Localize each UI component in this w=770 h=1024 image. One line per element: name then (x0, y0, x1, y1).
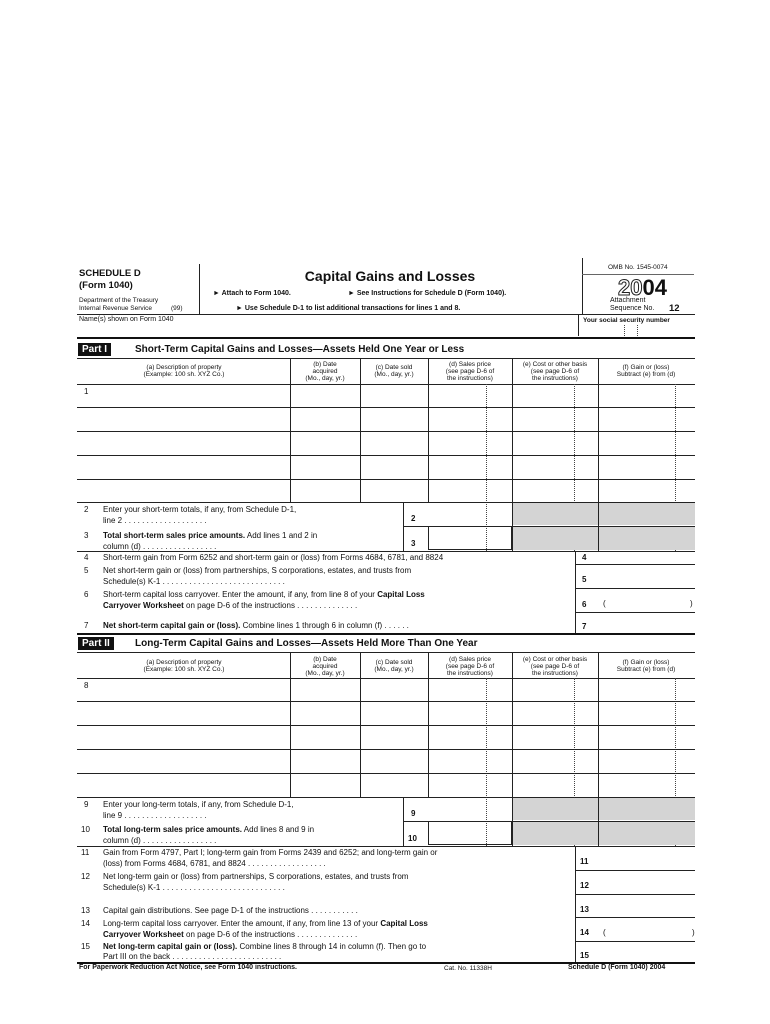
line-7-field[interactable] (599, 613, 695, 632)
col-c-header: (c) Date sold (Mo., day, yr.) (374, 364, 414, 378)
ssn-label: Your social security number (583, 317, 670, 324)
line-10-box-label: 10 (408, 834, 417, 843)
line-7-text: Net short-term capital gain or (loss). Combine lines 1 through 6 in column (f) . . . . . . (103, 621, 409, 630)
part2-title: Long-Term Capital Gains and Losses—Assets Held More Than One Year (135, 638, 478, 649)
line-4-number: 4 (84, 553, 89, 562)
line-8-entry-rows[interactable] (78, 690, 288, 795)
use-d1-note: ► Use Schedule D-1 to list additional transactions for lines 1 and 8. (236, 305, 461, 312)
line-3-box-label: 3 (411, 539, 416, 548)
line-12-text-b: Schedule(s) K-1 . . . . . . . . . . . . . . . . . . . . . . . . . . . . (103, 883, 285, 892)
col-e-header-2: (e) Cost or other basis (see page D-6 of the instructions) (522, 656, 588, 677)
line-4-box-label: 4 (582, 553, 587, 562)
line-2-number: 2 (84, 505, 89, 514)
line-14-paren-close: ) (692, 928, 695, 937)
line-7-number: 7 (84, 621, 89, 630)
line-12-field[interactable] (599, 871, 695, 893)
col-d-header-2: (d) Sales price (see page D-6 of the instructions) (445, 656, 495, 677)
col-a-header-2: (a) Description of property (Example: 100 sh. XYZ Co.) (143, 659, 225, 673)
sequence-number: 12 (669, 303, 680, 314)
catalog-number: Cat. No. 11338H (444, 965, 492, 972)
line-1-number: 1 (84, 387, 89, 396)
attachment-label: Attachment (610, 297, 646, 304)
line-10-sales-field[interactable] (428, 821, 512, 845)
line-11-number: 11 (81, 848, 90, 857)
line-14-text-b: Carryover Worksheet on page D-6 of the instructions . . . . . . . . . . . . . . (103, 930, 358, 939)
form-title: Capital Gains and Losses (304, 268, 476, 284)
line-2-box-label: 2 (411, 514, 416, 523)
line-14-paren-open: ( (603, 928, 606, 937)
names-label: Name(s) shown on Form 1040 (79, 316, 174, 323)
line-10-shade-f (599, 822, 695, 845)
col-f-header-2: (f) Gain or (loss) Subtract (e) from (d) (616, 659, 676, 673)
line-9-text-b: line 9 . . . . . . . . . . . . . . . . . . . (103, 811, 207, 820)
footer-form-id: Schedule D (Form 1040) 2004 (568, 964, 666, 971)
line-13-field[interactable] (599, 895, 695, 916)
tax-year-prefix: 20 (618, 275, 643, 300)
dept-code: (99) (171, 305, 183, 312)
line-3-text: Total short-term sales price amounts. Add lines 1 and 2 in (103, 531, 318, 540)
line-3-shade-f (599, 527, 695, 550)
line-3-sales-field[interactable] (428, 526, 512, 550)
sequence-label: Sequence No. (610, 305, 655, 312)
attach-note: ► Attach to Form 1040. (213, 290, 291, 297)
name-field[interactable] (80, 324, 570, 336)
line-6-text-b: Carryover Worksheet on page D-6 of the instructions . . . . . . . . . . . . . . (103, 601, 358, 610)
dept-line1: Department of the Treasury (79, 297, 159, 304)
line-9-box-label: 9 (411, 809, 416, 818)
form-label: (Form 1040) (79, 280, 133, 291)
line-9-shade-f (599, 798, 695, 820)
line-2-shade-f (599, 503, 695, 525)
line-14-field[interactable] (608, 918, 688, 940)
line-2-sales-field[interactable] (429, 503, 511, 525)
tax-year-suffix: 04 (642, 275, 667, 300)
line-10-text: Total long-term sales price amounts. Add lines 8 and 9 in (103, 825, 315, 834)
line-14-text: Long-term capital loss carryover. Enter the amount, if any, from line 13 of your Capital Loss (103, 919, 428, 928)
line-6-box-label: 6 (582, 600, 587, 609)
line-5-number: 5 (84, 566, 89, 575)
line-11-text-b: (loss) from Forms 4684, 6781, and 8824 . . . . . . . . . . . . . . . . . . (103, 859, 326, 868)
col-b-header-2: (b) Date acquired (Mo., day, yr.) (305, 656, 345, 677)
col-e-header: (e) Cost or other basis (see page D-6 of the instructions) (522, 361, 588, 382)
line-1-entry-rows[interactable] (78, 395, 288, 500)
line-2-text-b: line 2 . . . . . . . . . . . . . . . . . . . (103, 516, 207, 525)
line-10-shade-e (513, 822, 598, 845)
col-f-header: (f) Gain or (loss) Subtract (e) from (d) (616, 364, 676, 378)
part1-tag: Part I (78, 343, 111, 356)
line-11-field[interactable] (599, 847, 695, 869)
col-b-header: (b) Date acquired (Mo., day, yr.) (305, 361, 345, 382)
line-3-shade-e (513, 527, 598, 550)
schedule-label: SCHEDULE D (79, 268, 141, 279)
line-5-text: Net short-term gain or (loss) from partnerships, S corporations, estates, and trusts from (103, 566, 412, 575)
line-13-box-label: 13 (580, 905, 589, 914)
line-12-text: Net long-term gain or (loss) from partnerships, S corporations, estates, and trusts from (103, 872, 409, 881)
part2-tag: Part II (78, 637, 114, 650)
line-9-shade-e (513, 798, 598, 820)
line-6-field[interactable] (608, 589, 688, 611)
line-9-text: Enter your long-term totals, if any, from Schedule D-1, (103, 800, 294, 809)
line-12-number: 12 (81, 872, 90, 881)
line-9-sales-field[interactable] (429, 798, 511, 820)
line-4-text: Short-term gain from Form 6252 and short-term gain or (loss) from Forms 4684, 6781, and 8824 (103, 553, 444, 562)
line-15-text: Net long-term capital gain or (loss). Combine lines 8 through 14 in column (f). Then go to (103, 942, 427, 951)
line-13-number: 13 (81, 906, 90, 915)
omb-number: OMB No. 1545-0074 (608, 264, 668, 271)
line-13-text: Capital gain distributions. See page D-1 of the instructions . . . . . . . . . . . (103, 906, 358, 915)
line-14-number: 14 (81, 919, 90, 928)
line-9-number: 9 (84, 800, 89, 809)
col-a-header: (a) Description of property (Example: 100 sh. XYZ Co.) (143, 364, 225, 378)
line-15-box-label: 15 (580, 951, 589, 960)
line-2-text: Enter your short-term totals, if any, from Schedule D-1, (103, 505, 297, 514)
line-4-field[interactable] (599, 552, 695, 564)
line-3-text-b: column (d) . . . . . . . . . . . . . . . . . (103, 542, 217, 551)
line-5-box-label: 5 (582, 575, 587, 584)
part1-title: Short-Term Capital Gains and Losses—Assets Held One Year or Less (135, 344, 465, 355)
line-7-box-label: 7 (582, 622, 587, 631)
line-15-text-b: Part III on the back . . . . . . . . . . . . . . . . . . . . . . . . . (103, 952, 282, 961)
col-d-header: (d) Sales price (see page D-6 of the instructions) (445, 361, 495, 382)
paperwork-notice: For Paperwork Reduction Act Notice, see Form 1040 instructions. (79, 964, 297, 971)
line-10-number: 10 (81, 825, 90, 834)
line-11-box-label: 11 (580, 857, 589, 866)
line-11-text: Gain from Form 4797, Part I; long-term gain from Forms 2439 and 6252; and long-term gain or (103, 848, 438, 857)
line-6-paren-open: ( (603, 599, 606, 608)
ssn-field[interactable] (582, 324, 692, 336)
line-5-field[interactable] (599, 565, 695, 587)
col-c-header-2: (c) Date sold (Mo., day, yr.) (374, 659, 414, 673)
line-5-text-b: Schedule(s) K-1 . . . . . . . . . . . . . . . . . . . . . . . . . . . . (103, 577, 285, 586)
line-2-shade-e (513, 503, 598, 525)
line-8-number: 8 (84, 681, 89, 690)
dept-line2: Internal Revenue Service (79, 305, 152, 312)
line-10-text-b: column (d) . . . . . . . . . . . . . . . . . (103, 836, 217, 845)
line-6-number: 6 (84, 590, 89, 599)
line-14-box-label: 14 (580, 928, 589, 937)
instructions-note: ► See Instructions for Schedule D (Form 1040). (348, 290, 507, 297)
line-3-number: 3 (84, 531, 89, 540)
line-15-number: 15 (81, 942, 90, 951)
line-15-field[interactable] (599, 942, 695, 961)
line-6-paren-close: ) (690, 599, 693, 608)
line-12-box-label: 12 (580, 881, 589, 890)
line-6-text: Short-term capital loss carryover. Enter the amount, if any, from line 8 of your Capital Loss (103, 590, 425, 599)
